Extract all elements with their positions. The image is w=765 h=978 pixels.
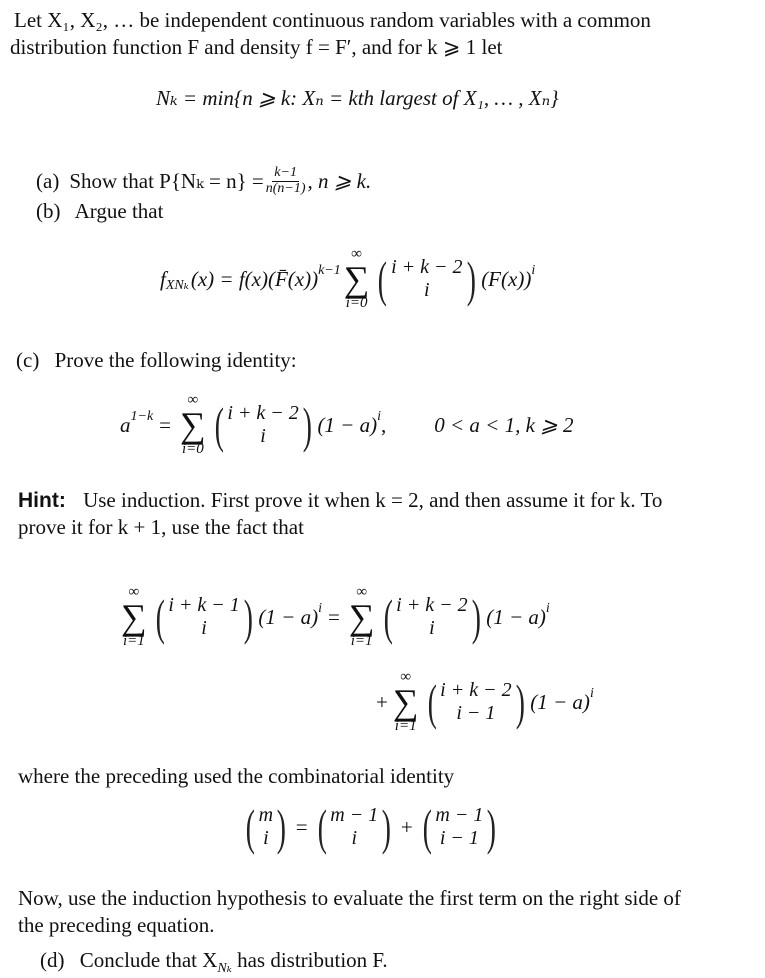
- eq-c-sum-top: ∞: [187, 392, 199, 408]
- left-paren-icon: (: [245, 799, 255, 855]
- left-paren-icon: (: [378, 251, 388, 308]
- part-b-label: (b): [36, 199, 61, 223]
- equation-c: [120, 393, 574, 457]
- part-d-text-pre: Conclude that X: [79, 948, 218, 972]
- part-a-fraction: [266, 166, 306, 196]
- eq-c-lhs-exp: 1−k: [130, 409, 154, 425]
- eq-c-binomial: [211, 397, 316, 454]
- hint-binom-2-top: i + k − 2: [396, 594, 468, 617]
- hint-sum-3: [393, 670, 419, 734]
- combinatorial-text: where the preceding used the combinatorial identity: [18, 764, 455, 788]
- hint-sum-2-bot: i=1: [350, 633, 373, 650]
- eq-b-sum-bot: i=0: [345, 295, 368, 312]
- combo-plus: +: [400, 814, 413, 839]
- left-paren-icon: (: [383, 589, 393, 646]
- right-paren-icon: ): [466, 251, 476, 308]
- hint-sum-1-top: ∞: [128, 584, 140, 600]
- hint-binom-1-top: i + k − 1: [168, 594, 240, 617]
- eq-c-summation: [180, 393, 206, 457]
- hint-sum-3-bot: i=1: [394, 718, 417, 735]
- hint-term-2-exp: i: [545, 601, 550, 617]
- part-a-frac-num: k−1: [274, 165, 297, 180]
- eq-b-rhs: (F(x)): [481, 266, 532, 291]
- right-paren-icon: ): [515, 674, 525, 731]
- part-a-frac-den: n(n−1): [265, 180, 306, 196]
- hint-line-1: [18, 487, 662, 514]
- hint-line-2: prove it for k + 1, use the fact that: [18, 515, 304, 539]
- part-d: [40, 947, 388, 978]
- sigma-icon: ∑: [343, 259, 370, 299]
- combo-equals: =: [295, 814, 308, 839]
- hint-binom-3-bot: i − 1: [456, 702, 496, 725]
- part-a-text: Show that P{Nₖ = n} =: [69, 169, 264, 194]
- hint-term-3-exp: i: [589, 686, 594, 702]
- hint-sum-3-top: ∞: [400, 669, 412, 685]
- induction-line-1: Now, use the induction hypothesis to evaluate the first term on the right side of: [18, 886, 681, 910]
- right-paren-icon: ): [276, 799, 287, 855]
- combo-b2-top: m − 1: [330, 804, 379, 826]
- left-paren-icon: (: [155, 589, 165, 646]
- hint-term-1-exp: i: [318, 601, 322, 617]
- hint-sum-1-bot: i=1: [122, 633, 145, 650]
- hint-binom-2-bot: i: [429, 617, 435, 640]
- eq-b-summation: [344, 247, 370, 311]
- combo-b3-top: m − 1: [435, 804, 484, 826]
- part-c-label: (c): [16, 348, 40, 372]
- hint-sum-1: [121, 585, 147, 649]
- sigma-icon: ∑: [348, 597, 375, 637]
- eq-b-lhs-arg: (x) = f(x)(F̄(x)): [190, 266, 319, 291]
- eq-b-binom-bot: i: [424, 279, 430, 302]
- eq-b-binomial: [374, 251, 479, 308]
- part-a: [36, 166, 371, 196]
- sigma-icon: ∑: [392, 682, 419, 722]
- part-a-label: (a): [36, 169, 60, 194]
- left-paren-icon: (: [427, 674, 437, 731]
- eq-b-lhs: f: [160, 266, 166, 291]
- left-paren-icon: (: [422, 799, 432, 855]
- hint-equation-line-1: [118, 585, 550, 649]
- equation-b: [160, 247, 535, 311]
- hint-binomial-3: [424, 674, 529, 731]
- eq-b-lhs-sub: XNₖ: [165, 278, 189, 294]
- combo-b3-bot: i − 1: [439, 827, 479, 849]
- eq-c-binom-bot: i: [260, 425, 266, 448]
- combo-binomial-3: [419, 799, 500, 855]
- combo-b1-top: m: [258, 804, 274, 826]
- right-paren-icon: ): [471, 589, 481, 646]
- hint-equation-line-2: [376, 670, 594, 734]
- eq-b-sum-top: ∞: [351, 246, 362, 262]
- sigma-icon: ∑: [121, 597, 147, 637]
- part-b: [36, 198, 163, 224]
- eq-c-equals: =: [159, 412, 172, 437]
- hint-sum-2-top: ∞: [356, 584, 368, 600]
- part-b-text: Argue that: [74, 199, 164, 223]
- hint-plus: +: [376, 689, 388, 714]
- nk-definition: Nₖ = min{n ⩾ k: Xₙ = kth largest of X₁, … , Xₙ}: [156, 86, 559, 110]
- hint-binomial-1: [152, 589, 257, 646]
- intro-line-2: distribution function F and density f = F′, and for k ⩾ 1 let: [10, 35, 503, 59]
- eq-c-rhs: (1 − a): [317, 412, 378, 437]
- combo-b1-bot: i: [263, 827, 269, 849]
- hint-term-3: (1 − a): [530, 689, 590, 714]
- combo-b2-bot: i: [351, 827, 358, 849]
- part-c: [16, 347, 297, 373]
- right-paren-icon: ): [381, 799, 392, 855]
- combinatorial-equation: [240, 799, 502, 855]
- right-paren-icon: ): [302, 397, 312, 454]
- part-d-sub: Nₖ: [217, 961, 232, 977]
- eq-c-condition: 0 < a < 1, k ⩾ 2: [434, 412, 574, 437]
- left-paren-icon: (: [214, 397, 224, 454]
- eq-c-sum-bot: i=0: [181, 441, 204, 458]
- hint-binomial-2: [380, 589, 485, 646]
- induction-line-2: the preceding equation.: [18, 913, 215, 937]
- left-paren-icon: (: [317, 799, 327, 855]
- eq-b-binom-top: i + k − 2: [391, 256, 463, 279]
- hint-equals: =: [327, 604, 340, 629]
- hint-binom-3-top: i + k − 2: [440, 679, 512, 702]
- combo-binomial-1: [242, 799, 290, 855]
- intro-line-1: Let X₁, X₂, … be independent continuous random variables with a common: [14, 8, 651, 32]
- right-paren-icon: ): [243, 589, 253, 646]
- eq-c-rhs-exp: i: [377, 409, 381, 425]
- eq-b-lhs-exp: k−1: [318, 263, 341, 279]
- hint-label: Hint:: [18, 489, 66, 512]
- part-a-tail: , n ⩾ k.: [307, 169, 372, 194]
- right-paren-icon: ): [487, 799, 497, 855]
- hint-sum-2: [349, 585, 375, 649]
- combo-binomial-2: [314, 799, 395, 855]
- eq-c-rhs-tail: ,: [381, 412, 387, 437]
- part-d-label: (d): [40, 948, 65, 972]
- part-d-text-post: has distribution F.: [231, 948, 388, 972]
- sigma-icon: ∑: [180, 405, 206, 445]
- eq-b-rhs-exp: i: [531, 263, 536, 279]
- eq-c-binom-top: i + k − 2: [227, 402, 299, 425]
- hint-binom-1-bot: i: [201, 617, 207, 640]
- hint-term-1: (1 − a): [258, 604, 319, 629]
- hint-text-1: Use induction. First prove it when k = 2, and then assume it for k. To: [83, 488, 663, 512]
- eq-c-lhs: a: [120, 412, 131, 437]
- hint-term-2: (1 − a): [486, 604, 546, 629]
- part-c-text: Prove the following identity:: [54, 348, 297, 372]
